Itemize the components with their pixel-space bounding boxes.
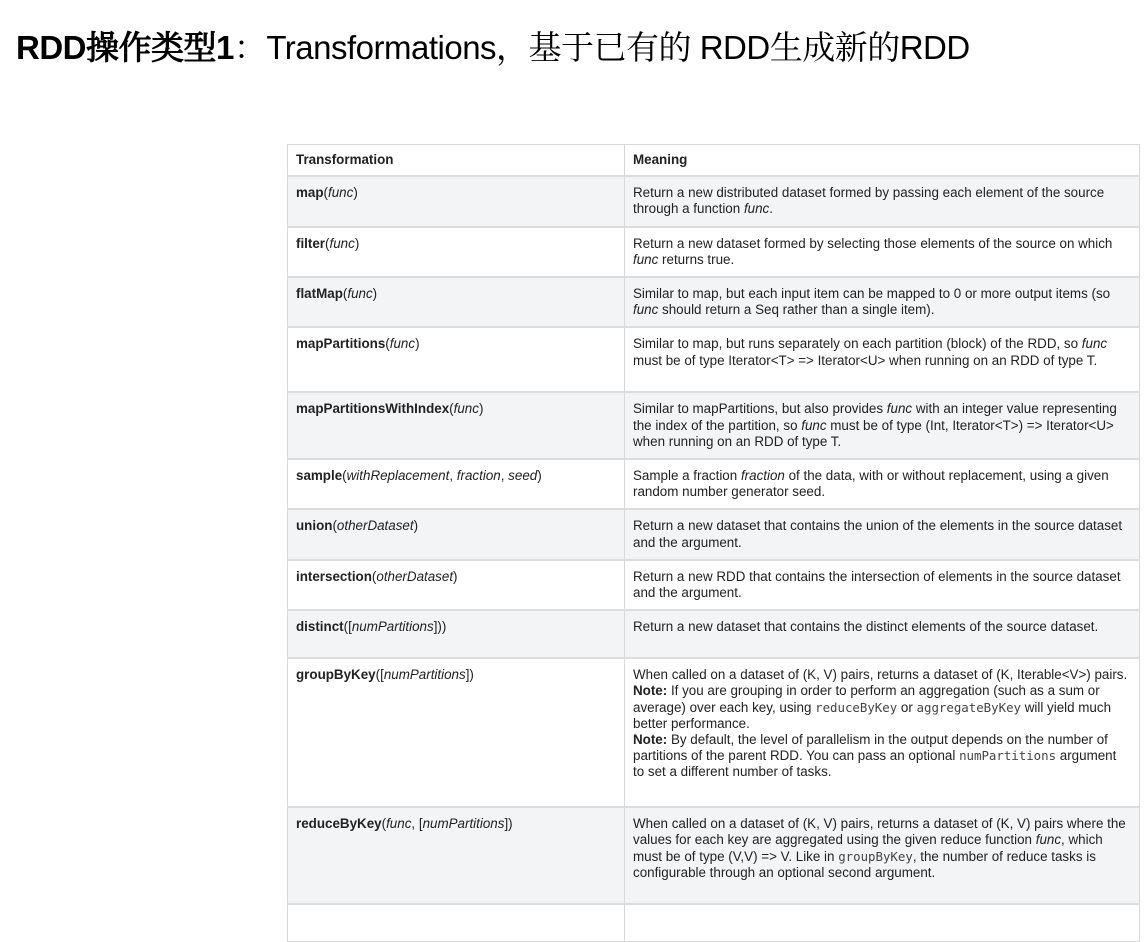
italic-text: func [453, 401, 479, 417]
code-text: reduceByKey [815, 699, 898, 715]
italic-text: func [329, 235, 355, 251]
text: , [500, 468, 509, 484]
transformation-cell [288, 277, 625, 327]
table-row [288, 227, 1140, 277]
bold-text: groupByKey [296, 667, 376, 683]
italic-text: fraction [456, 468, 501, 484]
italic-text: func [633, 251, 659, 267]
meaning-cell [625, 904, 1140, 942]
table-row [288, 658, 1140, 807]
meaning-cell [625, 658, 1140, 807]
bold-text: distinct [296, 619, 344, 635]
meaning-cell [625, 807, 1140, 904]
table-row [288, 459, 1140, 509]
italic-text: numPartitions [422, 816, 505, 832]
text: Return a new dataset formed by selecting those elements of the source on which [633, 235, 1113, 251]
text: ) [353, 185, 358, 201]
slide-title-bold: RDD操作类型1 [16, 29, 234, 66]
bold-text: reduceByKey [296, 816, 382, 832]
bold-text: mapPartitions [296, 336, 386, 352]
text: ( [342, 286, 348, 302]
text: ) [415, 336, 420, 352]
bold-text: sample [296, 468, 343, 484]
text: ( [385, 336, 390, 352]
text: ) [478, 401, 484, 417]
text: Return a new distributed dataset formed by passing each element of the source through a function [633, 185, 1105, 217]
italic-text: func [386, 816, 412, 832]
transformation-cell [288, 509, 625, 559]
text: of the data, with or without replacement, using a given random number generator seed. [633, 468, 1109, 500]
text: argument to set a different number of tasks. [633, 748, 1117, 780]
bold-text: Note: [633, 732, 668, 748]
text: Sample a fraction [633, 468, 741, 484]
text: ])) [433, 619, 447, 635]
meaning-cell [625, 277, 1140, 327]
meaning-cell [625, 392, 1140, 459]
transformation-cell [288, 459, 625, 509]
italic-text: numPartitions [383, 667, 466, 683]
text: ( [332, 518, 337, 534]
transformations-table [287, 144, 1140, 942]
italic-text: func [801, 417, 827, 433]
meaning-cell [625, 327, 1140, 392]
text: ) [372, 286, 378, 302]
transformation-cell [288, 176, 625, 226]
text: ([ [343, 619, 352, 635]
table-row [288, 807, 1140, 904]
transformation-cell [288, 904, 625, 942]
text: ) [453, 568, 458, 584]
text: ( [325, 235, 330, 251]
text: , [449, 468, 457, 484]
text: , [ [411, 816, 423, 832]
italic-text: numPartitions [351, 619, 434, 635]
text: , which must be of type (V,V) => V. Like in [633, 832, 1103, 864]
bold-text: map [296, 185, 324, 201]
italic-text: func [743, 201, 770, 217]
italic-text: otherDataset [376, 568, 454, 584]
table-row [288, 610, 1140, 658]
text: Return a new dataset that contains the distinct elements of the source dataset. [633, 619, 1099, 635]
text: Return a new RDD that contains the intersection of elements in the source dataset and the argument. [633, 568, 1121, 601]
text: ([ [375, 667, 384, 683]
table-header-row [288, 145, 1140, 177]
text: Similar to map, but runs separately on each partition (block) of the RDD, so [633, 336, 1082, 352]
transformation-cell [288, 807, 625, 904]
transformation-cell [288, 227, 625, 277]
text: ( [323, 185, 329, 201]
transformation-cell [288, 658, 625, 807]
italic-text: withReplacement [346, 468, 450, 484]
text: ]) [465, 667, 474, 683]
transformation-cell [288, 610, 625, 658]
table-row [288, 392, 1140, 459]
code-text: groupByKey [838, 848, 913, 864]
code-text: numPartitions [959, 748, 1057, 764]
meaning-cell [625, 509, 1140, 559]
text: ]) [504, 816, 513, 832]
text: will yield much better performance. [633, 699, 1112, 731]
text: ( [381, 816, 387, 832]
text: ( [371, 568, 377, 584]
table-row [288, 560, 1140, 610]
bold-text: flatMap [296, 286, 343, 302]
table-body [288, 176, 1140, 942]
slide-title-rest: ：Transformations，基于已有的 RDD生成新的RDD [233, 29, 970, 66]
italic-text: func [886, 401, 913, 417]
italic-text: func [633, 302, 659, 318]
italic-text: seed [508, 468, 538, 484]
text: . [769, 201, 773, 217]
italic-text: otherDataset [336, 518, 414, 534]
meaning-cell [625, 176, 1140, 226]
text: If you are grouping in order to perform an aggregation (such as a sum or average) over each key, using [633, 683, 1100, 715]
text: returns true. [658, 251, 735, 267]
text: ) [537, 468, 542, 484]
bold-text: filter [296, 235, 326, 251]
text: ) [354, 235, 360, 251]
text: By default, the level of parallelism in the output depends on the number of partitions of the parent RDD. You can pass an optional [633, 732, 1108, 764]
text: Similar to map, but each input item can be mapped to 0 or more output items (so [633, 286, 1111, 302]
header-meaning: Meaning [625, 145, 1140, 177]
text: Return a new dataset that contains the union of the elements in the source dataset and the argument. [633, 518, 1123, 550]
italic-text: func [389, 336, 416, 352]
code-text: aggregateByKey [916, 699, 1021, 715]
transformation-cell [288, 392, 625, 459]
text: must be of type (Int, Iterator<T>) => Iterator<U> when running on an RDD of type T. [633, 417, 1114, 449]
italic-text: func [1081, 336, 1108, 352]
bold-text: mapPartitionsWithIndex [296, 401, 450, 417]
table-row [288, 327, 1140, 392]
table-row [288, 176, 1140, 226]
table-row [288, 509, 1140, 559]
slide-title [16, 22, 970, 69]
text: ) [413, 518, 419, 534]
table-row-partial [288, 904, 1140, 942]
italic-text: fraction [740, 468, 785, 484]
bold-text: union [296, 518, 333, 534]
meaning-cell [625, 610, 1140, 658]
text: , the number of reduce tasks is configurable through an optional second argument. [633, 848, 1096, 880]
header-transformation: Transformation [288, 145, 625, 177]
bold-text: intersection [296, 568, 372, 584]
table-row [288, 277, 1140, 327]
text: When called on a dataset of (K, V) pairs, returns a dataset of (K, V) pairs where the values for each key are aggregated using the given reduce function [633, 816, 1126, 848]
text: Similar to mapPartitions, but also provides [633, 401, 887, 417]
text: with an integer value representing the index of the partition, so [633, 401, 1117, 433]
meaning-cell [625, 560, 1140, 610]
text: ( [342, 468, 347, 484]
text: When called on a dataset of (K, V) pairs, returns a dataset of (K, Iterable<V>) pairs. [633, 667, 1128, 683]
meaning-cell [625, 459, 1140, 509]
text: should return a Seq rather than a single item). [658, 302, 935, 318]
text: or [897, 699, 917, 715]
italic-text: func [328, 185, 354, 201]
transformation-cell [288, 327, 625, 392]
italic-text: func [1035, 832, 1062, 848]
bold-text: Note: [633, 683, 668, 699]
italic-text: func [347, 286, 373, 302]
text: must be of type Iterator<T> => Iterator<U> when running on an RDD of type T. [633, 352, 1098, 368]
transformation-cell [288, 560, 625, 610]
meaning-cell [625, 227, 1140, 277]
text: ( [449, 401, 454, 417]
